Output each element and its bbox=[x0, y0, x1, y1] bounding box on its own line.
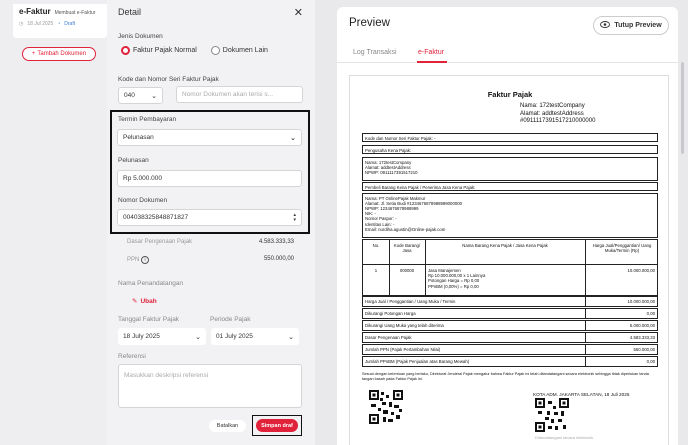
sum-value: 550.000,00 bbox=[633, 347, 655, 352]
ppn-value: 550.000,00 bbox=[263, 256, 294, 262]
chevron-down-icon: ⌄ bbox=[195, 333, 201, 341]
status-badge: Draft bbox=[64, 21, 76, 27]
sum-row-ppnbm bbox=[362, 356, 658, 367]
ppn-label: PPN bbox=[127, 257, 140, 263]
chevron-down-icon: ⌄ bbox=[151, 92, 157, 100]
sum-value: 0,00 bbox=[646, 311, 655, 316]
tambah-dokumen-button[interactable] bbox=[22, 47, 96, 61]
detail-title: Detail bbox=[118, 7, 142, 17]
col-kode: Kode Barang/ Jasa bbox=[393, 243, 421, 253]
preview-scrollbar[interactable] bbox=[681, 62, 684, 154]
pengusaha-nama: Nama: 172testCompany bbox=[365, 159, 412, 165]
pelunasan-label: Pelunasan bbox=[118, 157, 149, 164]
item-nama-3: Potongan Harga = Rp 0,00 bbox=[428, 278, 480, 284]
item-nama-1: Jasa Manajemen bbox=[428, 268, 461, 273]
pelunasan-input-value: Rp 5.000.000 bbox=[123, 175, 163, 182]
kode-seri-text: Kode dan Nomor Seri Faktur Pajak: - bbox=[365, 135, 436, 141]
pembeli-nama: Nama: PT OnlinePajak Makmur bbox=[365, 195, 426, 201]
active-tab-underline bbox=[417, 61, 447, 63]
items-table-header bbox=[362, 239, 658, 265]
chevron-down-icon: ⌄ bbox=[288, 333, 294, 341]
plus-icon: + bbox=[31, 51, 36, 57]
nama-penandatangan-label: Nama Penandatangan bbox=[118, 280, 184, 287]
pelunasan-input[interactable] bbox=[117, 170, 302, 187]
sum-row-uang-muka bbox=[362, 320, 658, 331]
pembeli-detail bbox=[362, 193, 658, 238]
radio-faktur-normal[interactable] bbox=[121, 46, 197, 55]
app-title: e-Faktur bbox=[19, 7, 51, 16]
periode-pajak-label: Periode Pajak bbox=[210, 316, 251, 323]
nomor-dokumen-input[interactable] bbox=[117, 209, 302, 226]
pembeli-npwp: NPWP: 1234676878988999 bbox=[365, 205, 419, 211]
pembeli-row bbox=[362, 182, 658, 191]
sum-label: Jumlah PPnBM (Pajak Penjualan atas Barang Mewah) bbox=[365, 358, 470, 364]
periode-pajak-value: 01 July 2025 bbox=[216, 333, 253, 340]
pembeli-email: Email: nurdiha.agustin@Online-pajak.com bbox=[365, 226, 446, 232]
kota-tanggal: KOTA ADM. JAKARTA SELATAN, 18 Juli 2025 bbox=[533, 392, 630, 397]
head-name: Nama: 172testCompany bbox=[520, 103, 585, 109]
simpan-highlight-box bbox=[252, 415, 302, 436]
qr-code-icon bbox=[535, 398, 569, 432]
calendar-icon: ◷ bbox=[19, 21, 24, 27]
kode-seri-label: Kode dan Nomor Seri Faktur Pajak bbox=[118, 76, 219, 83]
radio-faktur-normal-label: Faktur Pajak Normal bbox=[133, 47, 197, 54]
info-icon[interactable]: i bbox=[141, 256, 149, 264]
faktur-title: Faktur Pajak bbox=[487, 90, 533, 99]
eye-icon bbox=[600, 21, 610, 30]
preview-title: Preview bbox=[349, 17, 390, 29]
sum-label: Dasar Pengenaan Pajak bbox=[365, 334, 412, 340]
pengusaha-heading: Pengusaha Kena Pajak: bbox=[365, 147, 412, 153]
pengusaha-detail bbox=[362, 157, 658, 181]
radio-dokumen-lain[interactable] bbox=[211, 46, 268, 55]
sum-label: Harga Jual / Penggantian / Uang Muka / Termin bbox=[365, 298, 456, 304]
nomor-seri-input[interactable] bbox=[176, 86, 303, 103]
app-subtitle: Membuat e-Faktur bbox=[54, 10, 96, 16]
radio-checked-icon bbox=[121, 46, 130, 55]
tambah-dokumen-label: Tambah Dokumen bbox=[37, 51, 87, 57]
simpan-draf-button[interactable]: Simpan draf bbox=[256, 419, 298, 432]
qr-code-icon bbox=[369, 390, 403, 424]
pengusaha-alamat: Alamat: addtestAddress bbox=[365, 164, 411, 170]
tanggal-faktur-select[interactable] bbox=[118, 328, 206, 345]
item-kode: 000000 bbox=[399, 268, 415, 273]
kode-select[interactable] bbox=[118, 87, 163, 104]
pembeli-alamat: Alamat: Jl. Setia Budi #1234676878988999000000 bbox=[365, 200, 462, 206]
stepper-icon[interactable]: ▴ ▾ bbox=[293, 211, 296, 223]
background-panel bbox=[0, 0, 107, 445]
tab-log-transaksi[interactable]: Log Transaksi bbox=[353, 49, 397, 56]
radio-dokumen-lain-label: Dokumen Lain bbox=[222, 47, 268, 54]
dpp-row bbox=[127, 239, 294, 245]
radio-unchecked-icon bbox=[211, 46, 220, 55]
item-no: 1 bbox=[374, 268, 378, 273]
col-nama: Nama Barang Kena Pajak / Jasa Kena Pajak bbox=[462, 243, 548, 248]
sum-value: 10.000.000,00 bbox=[627, 299, 655, 304]
head-npwp: #0911117391517210000000 bbox=[520, 118, 596, 124]
item-nama bbox=[428, 268, 485, 289]
col-no: No. bbox=[372, 243, 380, 248]
batalkan-button[interactable]: Batalkan bbox=[209, 420, 246, 432]
sum-label: Jumlah PPN (Pajak Pertambahan Nilai) bbox=[365, 346, 441, 352]
sum-row-potongan bbox=[362, 308, 658, 319]
sum-label: Dikurangi Uang Muka yang telah diterima bbox=[365, 322, 444, 328]
kode-select-value: 040 bbox=[124, 92, 135, 99]
ppn-row bbox=[127, 256, 294, 264]
referensi-placeholder: Masukkan deskripsi referensi bbox=[124, 372, 209, 379]
pembeli-paspor: Nomor Paspor: - bbox=[365, 216, 397, 222]
tab-e-faktur[interactable]: e-Faktur bbox=[418, 49, 445, 56]
background-header-card bbox=[13, 4, 107, 38]
sum-row-dpp bbox=[362, 332, 658, 343]
created-date: 18 Jul 2025 bbox=[27, 21, 54, 27]
termin-select[interactable] bbox=[117, 129, 302, 146]
sum-row-harga bbox=[362, 296, 658, 307]
sum-value: 0,00 bbox=[646, 359, 655, 364]
pembeli-identitas: Identitas Lain: - bbox=[365, 221, 395, 227]
pembeli-nik: NIK: - bbox=[365, 211, 376, 217]
item-harga: 10.000.000,00 bbox=[627, 268, 655, 273]
nomor-dokumen-label: Nomor Dokumen bbox=[118, 197, 168, 204]
faktur-note: Sesuai dengan ketentuan yang berlaku, Direktorat Jenderal Pajak mengatur bahwa Faktur Pajak ini telah ditandatangani secara elektronik sehingga tidak diperlukan tanda tangan basah pada Faktur Pajak ini. bbox=[362, 372, 649, 381]
preview-tabs bbox=[337, 46, 678, 63]
periode-pajak-select[interactable] bbox=[211, 328, 299, 345]
sum-value: 4.583.333,33 bbox=[629, 335, 655, 340]
kode-seri-row bbox=[362, 133, 658, 142]
pengusaha-row bbox=[362, 145, 658, 154]
sum-row-ppn bbox=[362, 344, 658, 355]
faktur-footer: Ditandatangani secara elektronik bbox=[535, 435, 594, 440]
faktur-header-info bbox=[520, 103, 595, 126]
sum-label: Dikurangi Potongan Harga bbox=[365, 310, 416, 316]
tanggal-faktur-value: 18 July 2025 bbox=[123, 333, 160, 340]
sum-value: 5.000.000,00 bbox=[629, 323, 655, 328]
ubah-label: Ubah bbox=[140, 297, 157, 305]
dpp-label: Dasar Pengenaan Pajak bbox=[127, 239, 193, 245]
chevron-down-icon: ⌄ bbox=[290, 134, 296, 142]
tutup-preview-button[interactable] bbox=[593, 16, 669, 35]
termin-select-value: Pelunasan bbox=[123, 134, 154, 141]
close-icon[interactable]: ✕ bbox=[293, 6, 303, 19]
referensi-textarea[interactable] bbox=[118, 364, 302, 408]
ubah-button[interactable] bbox=[132, 297, 157, 305]
col-harga: Harga Jual/Penggantian/ Uang Muka/Termin (Rp) bbox=[592, 243, 652, 253]
item-nama-4: PPnBM (0,00%) = Rp 0,00 bbox=[428, 283, 479, 289]
pencil-icon: ✎ bbox=[132, 298, 138, 305]
head-address: Alamat: addtestAddress bbox=[520, 110, 584, 117]
termin-label: Termin Pembayaran bbox=[118, 116, 177, 123]
tanggal-faktur-label: Tanggal Faktur Pajak bbox=[118, 316, 180, 323]
pengusaha-npwp: NPWP: 0911117391517210 bbox=[365, 169, 418, 175]
detail-header bbox=[107, 0, 315, 24]
tutup-preview-label: Tutup Preview bbox=[614, 22, 662, 29]
item-nama-2: Rp 10.000.000,00 x 1 Lainnya bbox=[428, 273, 486, 279]
referensi-label: Referensi bbox=[118, 353, 146, 360]
nomor-seri-placeholder: Nomor Dokumen akan terisi s... bbox=[182, 91, 274, 98]
draft-icon: ◔ bbox=[57, 21, 61, 27]
jenis-dokumen-label: Jenis Dokumen bbox=[118, 33, 163, 40]
dpp-value: 4.583.333,33 bbox=[258, 239, 294, 245]
faktur-document bbox=[349, 75, 669, 445]
pembeli-heading: Pembeli Barang Kena Pajak / Penerima Jasa Kena Pajak: bbox=[365, 184, 476, 190]
detail-footer bbox=[107, 412, 315, 445]
jenis-dokumen-radios bbox=[121, 46, 268, 55]
table-row bbox=[362, 264, 658, 296]
nomor-dokumen-value: 004038325848871827 bbox=[123, 214, 189, 221]
